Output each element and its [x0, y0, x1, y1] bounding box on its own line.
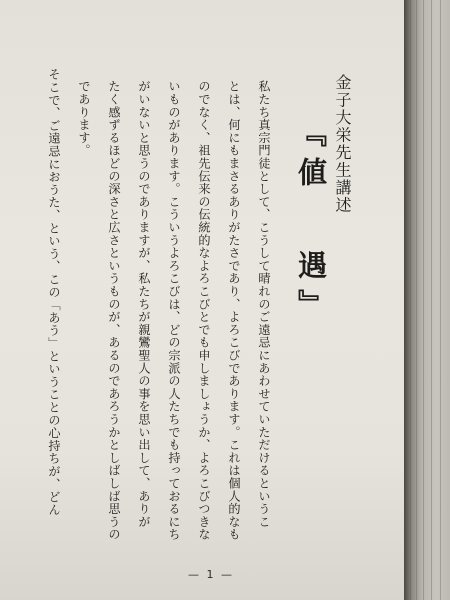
page-number: — 1 — [188, 568, 234, 581]
body-line-1: 私たち真宗門徒として、こうして晴れのご遠忌にあわせていただけるというこ [257, 80, 271, 528]
title-upper: 『値 [294, 118, 328, 196]
body-line-4: いものがあります。こういうよろこびは、どの宗派の人たちでも持っておるにち [167, 80, 181, 541]
body-line-3: のでなく、祖先伝来の伝統的なよろこびとでも申しましょうか、よろこびつきな [197, 80, 211, 541]
author-line: 金子大栄先生講述 [333, 74, 352, 214]
body-line-6: たく感ずるほどの深さと広さというものが、あるのであろうかとしばしば思うの [107, 80, 121, 541]
body-line-8: そこで、ご遠忌におうた、という、この「あう」ということの心持ちが、どん [47, 68, 61, 516]
title-lower: 遇』 [294, 250, 328, 328]
adjacent-page-edge [404, 0, 450, 600]
body-line-5: がいないと思うのでありますが、私たちが親鸞聖人の事を思い出して、ありが [137, 80, 151, 528]
body-line-7: であります。 [77, 80, 91, 157]
body-line-2: とは、何にもまさるありがたさであり、よろこびであります。これは個人的なも [227, 80, 241, 541]
